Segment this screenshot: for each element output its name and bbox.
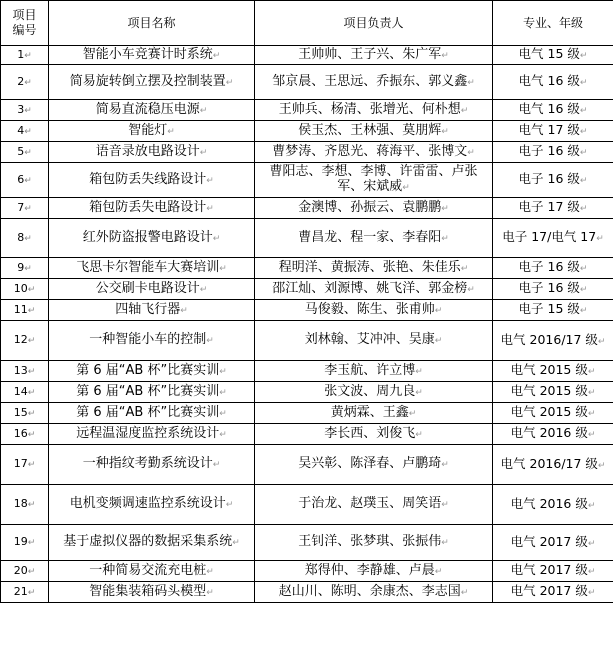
row-project-name: 第 6 届“AB 杯”比赛实训↵ <box>49 403 255 424</box>
paragraph-mark: ↵ <box>415 387 423 398</box>
row-id: 2↵ <box>1 65 49 100</box>
paragraph-mark: ↵ <box>219 408 227 419</box>
row-project-name: 电机变频调速监控系统设计↵ <box>49 485 255 525</box>
row-major: 电子 16 级↵ <box>493 279 613 300</box>
row-project-name: 智能灯↵ <box>49 121 255 142</box>
table-row <box>1 321 613 361</box>
paragraph-mark: ↵ <box>212 460 221 470</box>
row-major: 电气 17 级↵ <box>493 121 613 142</box>
table-row <box>1 46 613 65</box>
paragraph-mark: ↵ <box>579 306 588 316</box>
paragraph-mark: ↵ <box>212 50 221 61</box>
paragraph-mark: ↵ <box>206 203 214 214</box>
paragraph-mark: ↵ <box>24 50 32 61</box>
paragraph-mark: ↵ <box>219 429 227 440</box>
row-project-name: 智能集装箱码头模型↵ <box>49 582 255 603</box>
row-leader: 曹昌龙、程一家、李春阳↵ <box>255 219 493 258</box>
paragraph-mark: ↵ <box>467 284 475 295</box>
paragraph-mark: ↵ <box>467 77 475 88</box>
paragraph-mark: ↵ <box>579 106 588 116</box>
row-id: 3↵ <box>1 100 49 121</box>
row-major: 电子 16 级↵ <box>493 258 613 279</box>
row-leader: 马俊毅、陈生、张甫帅↵ <box>255 300 493 321</box>
paragraph-mark: ↵ <box>212 233 221 244</box>
row-major: 电气 2015 级↵ <box>493 403 613 424</box>
row-leader: 郑得仲、李静雄、卢晨↵ <box>255 561 493 582</box>
paragraph-mark: ↵ <box>441 538 449 548</box>
table-row <box>1 424 613 445</box>
paragraph-mark: ↵ <box>434 305 443 316</box>
paragraph-mark: ↵ <box>27 387 36 398</box>
paragraph-mark: ↵ <box>199 284 208 295</box>
paragraph-mark: ↵ <box>460 587 469 598</box>
paragraph-mark: ↵ <box>206 175 214 186</box>
table-row <box>1 100 613 121</box>
paragraph-mark: ↵ <box>27 366 36 377</box>
header-leader: 项目负责人 <box>255 1 493 46</box>
paragraph-mark: ↵ <box>441 500 449 510</box>
row-project-name: 红外防盗报警电路设计↵ <box>49 219 255 258</box>
row-id: 8↵ <box>1 219 49 258</box>
row-leader: 张文波、周九良↵ <box>255 382 493 403</box>
paragraph-mark: ↵ <box>24 203 32 214</box>
table-row <box>1 485 613 525</box>
row-major: 电子 16 级↵ <box>493 163 613 198</box>
row-project-name: 语音录放电路设计↵ <box>49 142 255 163</box>
row-id: 11↵ <box>1 300 49 321</box>
paragraph-mark: ↵ <box>24 126 32 137</box>
row-project-name: 智能小车竞赛计时系统↵ <box>49 46 255 65</box>
row-leader: 于治龙、赵璞玉、周笑语↵ <box>255 485 493 525</box>
table-row <box>1 142 613 163</box>
row-project-name: 箱包防丢失线路设计↵ <box>49 163 255 198</box>
row-project-name: 简易直流稳压电源↵ <box>49 100 255 121</box>
paragraph-mark: ↵ <box>24 175 32 186</box>
row-project-name: 一种指纹考勤系统设计↵ <box>49 445 255 485</box>
table-row <box>1 258 613 279</box>
row-major: 电子 17 级↵ <box>493 198 613 219</box>
row-id: 10↵ <box>1 279 49 300</box>
paragraph-mark: ↵ <box>24 263 32 274</box>
header-row <box>1 1 613 46</box>
paragraph-mark: ↵ <box>441 460 449 470</box>
row-leader: 曹阳志、李想、李博、许雷雷、卢张军、宋斌威↵ <box>255 163 493 198</box>
row-major: 电气 2017 级↵ <box>493 561 613 582</box>
paragraph-mark: ↵ <box>579 204 588 214</box>
table-row <box>1 279 613 300</box>
paragraph-mark: ↵ <box>167 126 175 137</box>
row-major: 电气 16 级↵ <box>493 65 613 100</box>
row-id: 15↵ <box>1 403 49 424</box>
paragraph-mark: ↵ <box>434 566 443 577</box>
row-id: 4↵ <box>1 121 49 142</box>
row-major: 电子 15 级↵ <box>493 300 613 321</box>
paragraph-mark: ↵ <box>219 366 227 377</box>
paragraph-mark: ↵ <box>27 429 36 440</box>
paragraph-mark: ↵ <box>460 263 469 274</box>
row-project-name: 一种智能小车的控制↵ <box>49 321 255 361</box>
row-id: 9↵ <box>1 258 49 279</box>
row-major: 电气 16 级↵ <box>493 100 613 121</box>
paragraph-mark: ↵ <box>415 366 423 377</box>
row-leader: 曹梦涛、齐恩光、蒋海平、张博文↵ <box>255 142 493 163</box>
paragraph-mark: ↵ <box>441 50 449 61</box>
row-major: 电气 2017 级↵ <box>493 525 613 561</box>
table-row <box>1 403 613 424</box>
paragraph-mark: ↵ <box>27 566 36 577</box>
row-id: 18↵ <box>1 485 49 525</box>
row-major: 电气 2015 级↵ <box>493 361 613 382</box>
row-project-name: 简易旋转倒立摆及控制装置↵ <box>49 65 255 100</box>
paragraph-mark: ↵ <box>597 460 606 471</box>
row-id: 12↵ <box>1 321 49 361</box>
paragraph-mark: ↵ <box>579 176 588 186</box>
row-leader: 黄炳霖、王鑫↵ <box>255 403 493 424</box>
table-row <box>1 121 613 142</box>
table-row <box>1 300 613 321</box>
paragraph-mark: ↵ <box>587 588 596 598</box>
table-row <box>1 65 613 100</box>
paragraph-mark: ↵ <box>27 500 36 510</box>
row-leader: 李玉航、许立博↵ <box>255 361 493 382</box>
row-leader: 金澳博、孙振云、袁鹏鹏↵ <box>255 198 493 219</box>
table-row <box>1 561 613 582</box>
row-leader: 侯玉杰、王林强、莫朋辉↵ <box>255 121 493 142</box>
paragraph-mark: ↵ <box>199 147 208 158</box>
row-project-name: 飞思卡尔智能车大赛培训↵ <box>49 258 255 279</box>
paragraph-mark: ↵ <box>587 500 596 511</box>
paragraph-mark: ↵ <box>587 409 596 419</box>
table-row <box>1 582 613 603</box>
table-row <box>1 163 613 198</box>
row-id: 19↵ <box>1 525 49 561</box>
paragraph-mark: ↵ <box>402 183 410 193</box>
header-major: 专业、年级 <box>493 1 613 46</box>
paragraph-mark: ↵ <box>206 336 214 346</box>
paragraph-mark: ↵ <box>579 51 588 61</box>
table-row <box>1 198 613 219</box>
row-project-name: 箱包防丢失电路设计↵ <box>49 198 255 219</box>
row-id: 7↵ <box>1 198 49 219</box>
paragraph-mark: ↵ <box>441 233 449 244</box>
paragraph-mark: ↵ <box>206 587 214 598</box>
row-leader: 赵山川、陈明、余康杰、李志国↵ <box>255 582 493 603</box>
row-project-name: 第 6 届“AB 杯”比赛实训↵ <box>49 382 255 403</box>
paragraph-mark: ↵ <box>27 460 36 470</box>
row-major: 电气 2016 级↵ <box>493 424 613 445</box>
paragraph-mark: ↵ <box>460 105 469 116</box>
paragraph-mark: ↵ <box>596 234 604 244</box>
paragraph-mark: ↵ <box>206 566 214 577</box>
row-major: 电子 17/电气 17↵ <box>493 219 613 258</box>
row-project-name: 基于虚拟仪器的数据采集系统↵ <box>49 525 255 561</box>
paragraph-mark: ↵ <box>27 408 36 419</box>
paragraph-mark: ↵ <box>579 127 588 137</box>
row-project-name: 四轴飞行器↵ <box>49 300 255 321</box>
paragraph-mark: ↵ <box>180 305 188 316</box>
table-row <box>1 445 613 485</box>
paragraph-mark: ↵ <box>199 105 208 116</box>
row-id: 6↵ <box>1 163 49 198</box>
paragraph-mark: ↵ <box>441 203 449 214</box>
row-major: 电子 16 级↵ <box>493 142 613 163</box>
row-project-name: 公交刷卡电路设计↵ <box>49 279 255 300</box>
row-project-name: 远程温湿度监控系统设计↵ <box>49 424 255 445</box>
row-id: 17↵ <box>1 445 49 485</box>
paragraph-mark: ↵ <box>232 538 240 548</box>
paragraph-mark: ↵ <box>27 336 36 346</box>
row-id: 5↵ <box>1 142 49 163</box>
row-leader: 王帅兵、杨清、张增光、何朴想↵ <box>255 100 493 121</box>
paragraph-mark: ↵ <box>27 284 36 295</box>
row-major: 电气 2016/17 级↵ <box>493 321 613 361</box>
table-row <box>1 219 613 258</box>
row-id: 14↵ <box>1 382 49 403</box>
paragraph-mark: ↵ <box>597 336 606 347</box>
row-project-name: 第 6 届“AB 杯”比赛实训↵ <box>49 361 255 382</box>
table-row <box>1 382 613 403</box>
paragraph-mark: ↵ <box>587 567 596 577</box>
paragraph-mark: ↵ <box>587 538 596 549</box>
row-leader: 王帅帅、王子兴、朱广军↵ <box>255 46 493 65</box>
paragraph-mark: ↵ <box>579 78 588 88</box>
row-major: 电气 15 级↵ <box>493 46 613 65</box>
row-major: 电气 2016 级↵ <box>493 485 613 525</box>
row-leader: 程明洋、黄振涛、张艳、朱佳乐↵ <box>255 258 493 279</box>
paragraph-mark: ↵ <box>219 263 227 274</box>
paragraph-mark: ↵ <box>579 148 588 158</box>
row-id: 21↵ <box>1 582 49 603</box>
paragraph-mark: ↵ <box>579 264 588 274</box>
row-leader: 王钊洋、张梦琪、张振伟↵ <box>255 525 493 561</box>
row-id: 1↵ <box>1 46 49 65</box>
paragraph-mark: ↵ <box>587 388 596 398</box>
paragraph-mark: ↵ <box>587 367 596 377</box>
paragraph-mark: ↵ <box>415 429 423 440</box>
paragraph-mark: ↵ <box>408 408 417 419</box>
paragraph-mark: ↵ <box>225 77 234 88</box>
paragraph-mark: ↵ <box>24 105 32 116</box>
paragraph-mark: ↵ <box>27 305 36 316</box>
row-leader: 邹京晨、王思远、乔振东、郭义鑫↵ <box>255 65 493 100</box>
row-leader: 李长西、刘俊飞↵ <box>255 424 493 445</box>
row-major: 电气 2017 级↵ <box>493 582 613 603</box>
paragraph-mark: ↵ <box>24 147 32 158</box>
paragraph-mark: ↵ <box>587 430 596 440</box>
paragraph-mark: ↵ <box>219 387 227 398</box>
paragraph-mark: ↵ <box>441 126 449 137</box>
paragraph-mark: ↵ <box>467 147 475 158</box>
header-name: 项目名称 <box>49 1 255 46</box>
paragraph-mark: ↵ <box>27 538 36 548</box>
paragraph-mark: ↵ <box>434 336 443 346</box>
paragraph-mark: ↵ <box>24 233 32 244</box>
paragraph-mark: ↵ <box>27 587 36 598</box>
row-leader: 刘林翰、艾冲冲、吴康↵ <box>255 321 493 361</box>
paragraph-mark: ↵ <box>225 500 234 510</box>
row-id: 13↵ <box>1 361 49 382</box>
row-project-name: 一种简易交流充电桩↵ <box>49 561 255 582</box>
table-row <box>1 361 613 382</box>
header-id: 项目 编号 <box>1 1 49 46</box>
row-major: 电气 2016/17 级↵ <box>493 445 613 485</box>
paragraph-mark: ↵ <box>24 77 32 88</box>
paragraph-mark: ↵ <box>579 285 588 295</box>
table-row <box>1 525 613 561</box>
row-leader: 吴兴彰、陈泽春、卢鹏琦↵ <box>255 445 493 485</box>
row-id: 16↵ <box>1 424 49 445</box>
row-id: 20↵ <box>1 561 49 582</box>
row-major: 电气 2015 级↵ <box>493 382 613 403</box>
row-leader: 邵江灿、刘源博、姚飞洋、郭金榜↵ <box>255 279 493 300</box>
